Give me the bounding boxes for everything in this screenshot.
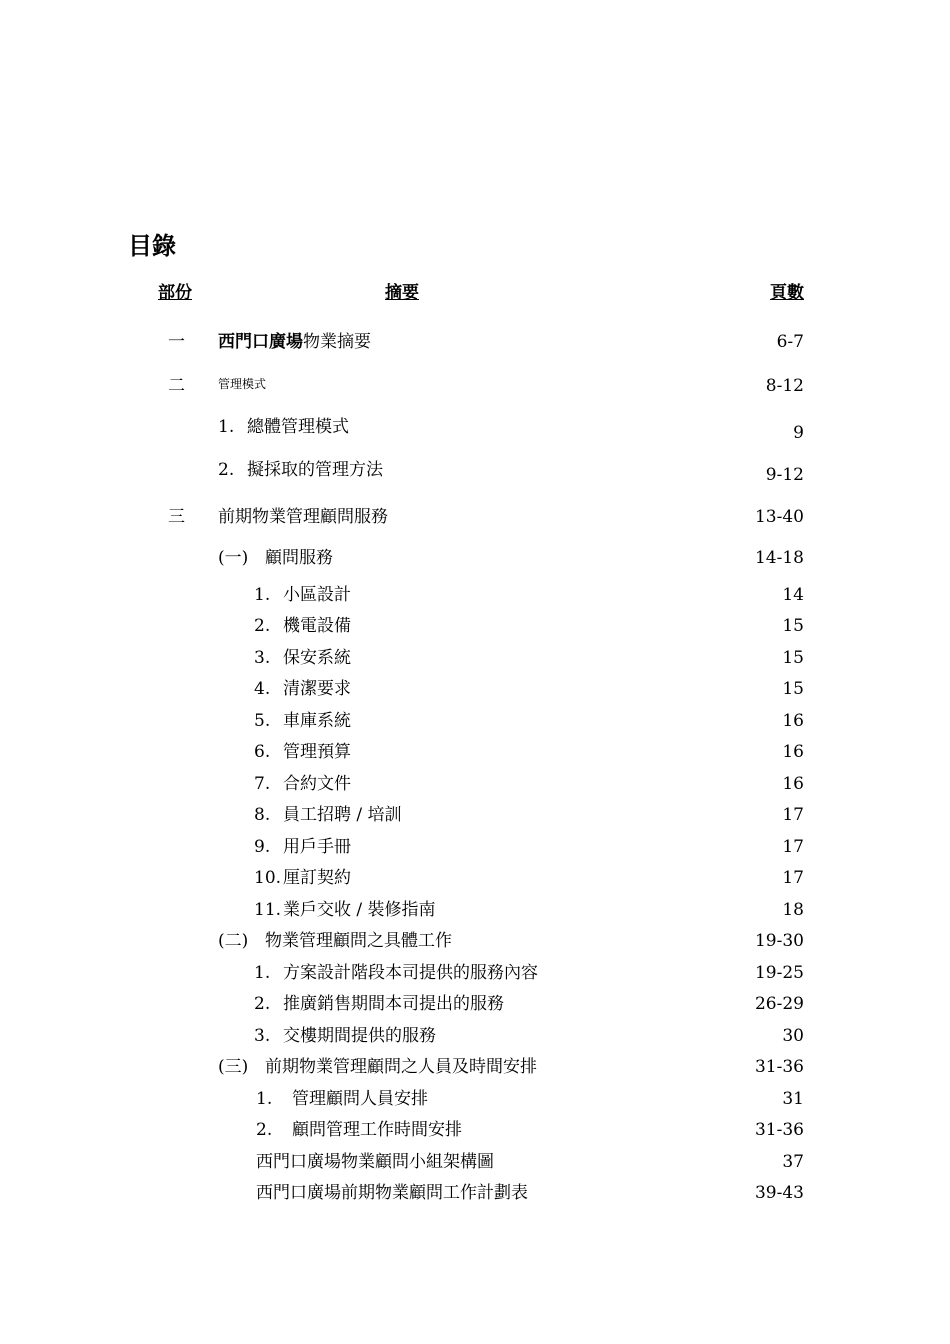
item-number: 1. bbox=[256, 1089, 273, 1109]
item-text: 總體管理模式 bbox=[247, 417, 349, 437]
header-part: 部份 bbox=[158, 283, 192, 303]
page-number: 17 bbox=[782, 837, 804, 857]
item-number: 10. bbox=[254, 868, 282, 888]
section-title: 管理模式 bbox=[218, 377, 267, 391]
toc-row bbox=[0, 740, 950, 764]
page-number: 14-18 bbox=[754, 548, 804, 568]
toc-row bbox=[0, 646, 950, 670]
item-number: 2. bbox=[256, 1120, 273, 1140]
item-text: 西門口廣場前期物業顧問工作計劃表 bbox=[256, 1183, 528, 1203]
toc-row bbox=[0, 677, 950, 701]
page-number: 15 bbox=[782, 679, 804, 699]
page-number: 8-12 bbox=[765, 376, 804, 396]
toc-row bbox=[0, 614, 950, 638]
page-number: 19-30 bbox=[754, 931, 804, 951]
toc-row-section-2 bbox=[0, 374, 950, 398]
item-text: 交樓期間提供的服務 bbox=[283, 1026, 436, 1046]
toc-row-subsection-1 bbox=[0, 546, 950, 570]
item-number: 1. bbox=[254, 963, 271, 983]
item-number: 7. bbox=[254, 774, 271, 794]
item-text: 清潔要求 bbox=[283, 679, 351, 699]
section-title bbox=[218, 330, 371, 354]
item-number: 6. bbox=[254, 742, 271, 762]
toc-row-subsection-2 bbox=[0, 929, 950, 953]
toc-row bbox=[0, 866, 950, 890]
subsection-title: 物業管理顧問之具體工作 bbox=[265, 931, 452, 951]
toc-row-subsection-3 bbox=[0, 1055, 950, 1079]
toc-row bbox=[0, 961, 950, 985]
project-name: 西門口廣場 bbox=[218, 332, 303, 352]
page-number: 16 bbox=[782, 774, 804, 794]
toc-row bbox=[0, 1181, 950, 1205]
toc-row bbox=[0, 415, 950, 443]
page-number: 31 bbox=[782, 1089, 804, 1109]
item-number: 5. bbox=[254, 711, 271, 731]
page-number: 13-40 bbox=[754, 507, 804, 527]
page-number: 6-7 bbox=[776, 332, 804, 352]
page-number: 15 bbox=[782, 648, 804, 668]
section-number: 二 bbox=[168, 376, 185, 396]
item-number: 3. bbox=[254, 648, 271, 668]
item-text: 管理預算 bbox=[283, 742, 351, 762]
page-number: 16 bbox=[782, 711, 804, 731]
item-text: 合約文件 bbox=[283, 774, 351, 794]
item-number: 9. bbox=[254, 837, 271, 857]
page-number: 26-29 bbox=[754, 994, 804, 1014]
page-number: 37 bbox=[782, 1152, 804, 1172]
item-text: 業戶交收 / 裝修指南 bbox=[283, 900, 436, 920]
section-title-rest: 物業摘要 bbox=[303, 332, 371, 352]
subsection-label: (一) bbox=[218, 548, 249, 568]
page-title: 目錄 bbox=[128, 232, 176, 260]
item-text: 顧問管理工作時間安排 bbox=[292, 1120, 462, 1140]
toc-row bbox=[0, 583, 950, 607]
item-number: 11. bbox=[254, 900, 282, 920]
toc-row bbox=[0, 1024, 950, 1048]
toc-row bbox=[0, 1087, 950, 1111]
toc-row bbox=[0, 803, 950, 827]
page-number: 14 bbox=[782, 585, 804, 605]
page-number: 17 bbox=[782, 868, 804, 888]
page-number: 9 bbox=[793, 423, 804, 443]
toc-row bbox=[0, 898, 950, 922]
item-number: 8. bbox=[254, 805, 271, 825]
header-pages: 頁數 bbox=[770, 283, 804, 303]
item-number: 4. bbox=[254, 679, 271, 699]
item-text: 管理顧問人員安排 bbox=[292, 1089, 428, 1109]
toc-row bbox=[0, 458, 950, 485]
toc-row-section-1 bbox=[0, 330, 950, 354]
page-number: 17 bbox=[782, 805, 804, 825]
item-number: 3. bbox=[254, 1026, 271, 1046]
item-text: 推廣銷售期間本司提出的服務 bbox=[283, 994, 504, 1014]
item-text: 車庫系統 bbox=[283, 711, 351, 731]
section-number: 三 bbox=[168, 507, 185, 527]
subsection-title: 前期物業管理顧問之人員及時間安排 bbox=[265, 1057, 537, 1077]
page-number: 16 bbox=[782, 742, 804, 762]
item-text: 機電設備 bbox=[283, 616, 351, 636]
item-number: 1. bbox=[254, 585, 271, 605]
toc-row-section-3 bbox=[0, 505, 950, 529]
item-text: 員工招聘 / 培訓 bbox=[283, 805, 402, 825]
page-number: 19-25 bbox=[754, 963, 804, 983]
item-text: 西門口廣場物業顧問小組架構圖 bbox=[256, 1152, 494, 1172]
item-text: 小區設計 bbox=[283, 585, 351, 605]
toc-row bbox=[0, 1118, 950, 1142]
item-number: 2. bbox=[254, 994, 271, 1014]
item-number: 2. bbox=[254, 616, 271, 636]
page-number: 15 bbox=[782, 616, 804, 636]
page-number: 31-36 bbox=[754, 1120, 804, 1140]
item-number: 1. bbox=[218, 417, 235, 437]
subsection-title: 顧問服務 bbox=[265, 548, 333, 568]
toc-row bbox=[0, 709, 950, 733]
page-number: 30 bbox=[782, 1026, 804, 1046]
subsection-label: (二) bbox=[218, 931, 249, 951]
item-text: 用戶手冊 bbox=[283, 837, 351, 857]
toc-row bbox=[0, 772, 950, 796]
toc-row bbox=[0, 1150, 950, 1174]
toc-row bbox=[0, 835, 950, 859]
header-summary: 摘要 bbox=[385, 283, 419, 303]
section-number: 一 bbox=[168, 332, 185, 352]
subsection-label: (三) bbox=[218, 1057, 249, 1077]
toc-row bbox=[0, 992, 950, 1016]
item-text: 厘訂契約 bbox=[283, 868, 351, 888]
page-number: 39-43 bbox=[754, 1183, 804, 1203]
item-text: 方案設計階段本司提供的服務內容 bbox=[283, 963, 538, 983]
item-number: 2. bbox=[218, 460, 235, 480]
page-number: 9-12 bbox=[765, 465, 804, 485]
page-number: 31-36 bbox=[754, 1057, 804, 1077]
item-text: 擬採取的管理方法 bbox=[247, 460, 383, 480]
item-text: 保安系統 bbox=[283, 648, 351, 668]
section-title: 前期物業管理顧問服務 bbox=[218, 507, 388, 527]
page-number: 18 bbox=[782, 900, 804, 920]
